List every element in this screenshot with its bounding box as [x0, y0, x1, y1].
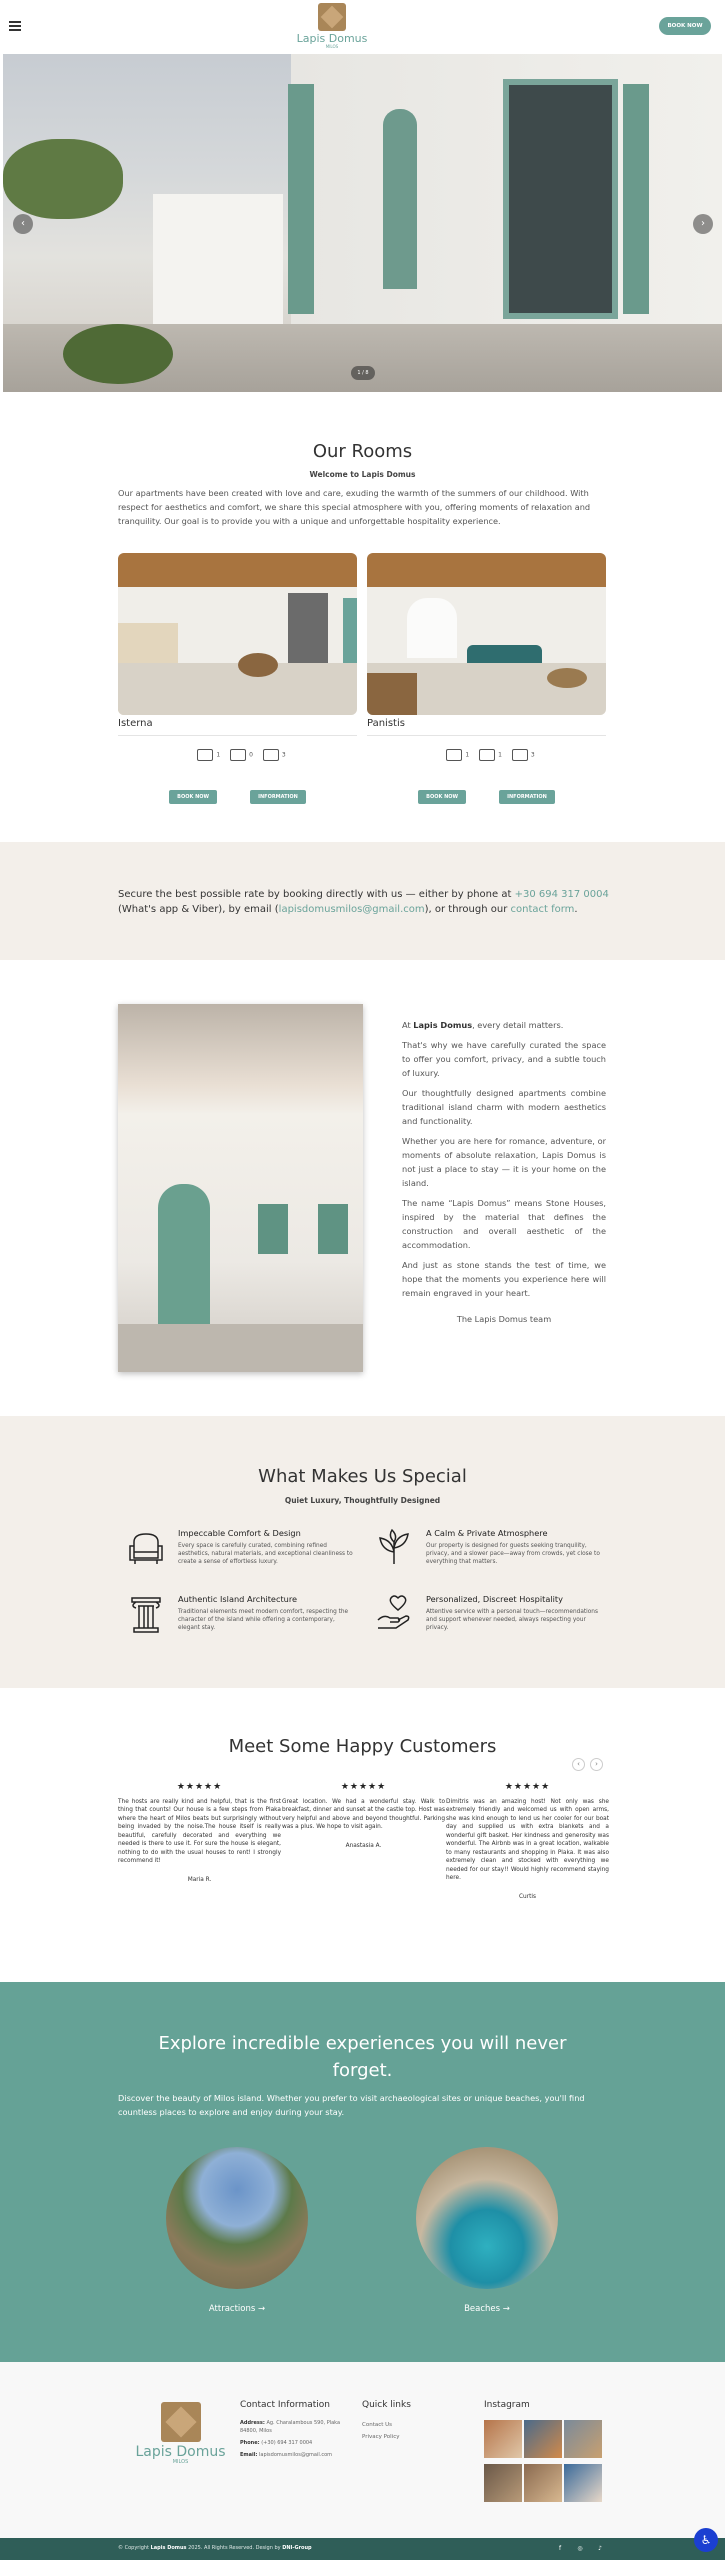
reviews-next-icon[interactable]: › — [590, 1758, 603, 1771]
bed-icon — [446, 749, 462, 761]
instagram-title: Instagram — [484, 2400, 530, 2410]
room-info-button[interactable]: INFORMATION — [499, 790, 555, 804]
footer-link-contact[interactable]: Contact Us — [362, 2422, 393, 2428]
contact-form-link[interactable]: contact form — [510, 904, 575, 915]
facebook-icon[interactable]: f — [558, 2545, 562, 2552]
footer-address: Address: Ag. Charalambous 590, Plaka 84800, Milos — [240, 2420, 341, 2434]
bed-icon — [197, 749, 213, 761]
about-paragraph: And just as stone stands the test of time, we hope that the moments you experience here will remain engraved in your heart. — [402, 1260, 606, 1298]
about-signature: The Lapis Domus team — [456, 1314, 552, 1324]
rooms-intro: Our apartments have been created with love and care, exuding the warmth of the summers of our childhood. With respect for aesthetics and comfort, we share this special atmosphere with you, offering moments of relaxation and tranquility. Our goal is to provide you with a unique and unforgettable hospitality experience. — [118, 488, 591, 526]
guests-icon — [263, 749, 279, 761]
rooms-subtitle: Welcome to Lapis Domus — [309, 470, 416, 479]
room-book-button[interactable]: BOOK NOW — [169, 790, 217, 804]
beaches-image[interactable] — [416, 2147, 558, 2289]
explore-text: Discover the beauty of Milos island. Whether you prefer to visit archaeological sites or unique beaches, you'll find countless places to explore and enjoy during your stay. — [118, 2093, 585, 2117]
review-text: Great location. We had a wonderful stay. Walk to breakfast, dinner and sunset at the castle top. Host was very helpful and above and beyond thoughtful. Parking was a plus. We hope to visit again. — [282, 1798, 445, 1830]
copyright-text: © Copyright Lapis Domus 2025. All Rights Reserved. Design by DNI-Group — [118, 2545, 312, 2551]
review-text: Dimitris was an amazing host! Not only was she extremely friendly and welcomed us with open arms, she was kind enough to lend us her cooler for our boat day and supplied us with extra blankets and a wonderful gift basket. Her kindness and generosity was wonderful. The Airbnb was in a great location, walkable to many restaurants and shopping in Plaka. It was also extremely clean and stocked with everything we needed for our stay!! Would highly recommend staying here. — [446, 1798, 609, 1881]
room-name: Isterna — [118, 718, 153, 729]
hero-tree — [3, 139, 123, 219]
room-name: Panistis — [367, 718, 405, 729]
column-icon — [126, 1594, 166, 1634]
bath-count: 1 — [498, 751, 502, 759]
room-card[interactable] — [367, 553, 606, 804]
tiktok-icon[interactable]: ♪ — [598, 2545, 602, 2552]
logo-mark-icon — [161, 2402, 201, 2442]
divider — [118, 735, 357, 736]
booking-text: ), or through our — [424, 904, 511, 915]
footer-email[interactable]: Email: lapisdomusmilos@gmail.com — [240, 2452, 332, 2458]
booking-text: (What's app & Viber), by email ( — [118, 904, 279, 915]
beds-count: 1 — [465, 751, 470, 759]
attractions-link[interactable]: Attractions → — [208, 2304, 266, 2314]
room-image[interactable] — [118, 553, 357, 715]
instagram-thumb[interactable] — [564, 2464, 602, 2502]
hero-slider — [3, 54, 722, 392]
room-card[interactable] — [118, 553, 357, 804]
room-amenities — [367, 749, 606, 761]
beaches-link[interactable]: Beaches → — [464, 2304, 510, 2314]
booking-text: Secure the best possible rate by booking directly with us — either by phone at — [118, 889, 515, 900]
guests-count: 3 — [530, 751, 535, 759]
about-paragraph: Whether you are here for romance, adventure, or moments of absolute relaxation, Lapis Domus is not just a place to stay — it is your home on the island. — [402, 1136, 606, 1188]
hero-stairs — [153, 194, 283, 324]
instagram-column — [484, 2400, 606, 2419]
review-card — [446, 1783, 609, 1901]
review-card — [118, 1783, 281, 1884]
special-title: What Makes Us Special — [258, 1466, 467, 1487]
footer-logo-subtext: MILOS — [172, 2459, 189, 2465]
explore-title: Explore incredible experiences you will never forget. — [158, 2033, 567, 2081]
feature-text: Every space is carefully curated, combining refined aesthetics, natural materials, and exceptional cleanliness to create a sense of effortless luxury. — [178, 1543, 353, 1565]
copyright-bar — [0, 2538, 725, 2560]
leaves-icon — [374, 1528, 414, 1568]
menu-icon[interactable] — [9, 21, 21, 31]
feature-text: Our property is designed for guests seeking tranquility, privacy, and a slower pace—away from crowds, yet close to everything that matters. — [426, 1543, 600, 1565]
hero-shutter — [623, 84, 649, 314]
hero-door — [383, 109, 417, 289]
room-image[interactable] — [367, 553, 606, 715]
guests-icon — [512, 749, 528, 761]
email-link[interactable]: lapisdomusmilos@gmail.com — [278, 904, 425, 915]
contact-title: Contact Information — [240, 2400, 330, 2410]
bath-icon — [479, 749, 495, 761]
feature-title: Authentic Island Architecture — [178, 1594, 298, 1604]
slide-counter: 1 / 8 — [351, 366, 375, 380]
divider — [367, 735, 606, 736]
star-rating-icon: ★★★★★ — [176, 1782, 223, 1792]
instagram-thumb[interactable] — [564, 2420, 602, 2458]
footer-logo-text: Lapis Domus — [135, 2444, 226, 2460]
quick-links-column — [362, 2400, 452, 2443]
room-book-button[interactable]: BOOK NOW — [418, 790, 466, 804]
contact-column — [240, 2400, 350, 2459]
instagram-thumb[interactable] — [524, 2420, 562, 2458]
rooms-title: Our Rooms — [312, 441, 413, 462]
footer-phone[interactable]: Phone: (+30) 694 317 0004 — [240, 2440, 313, 2446]
feature-text: Traditional elements meet modern comfort, respecting the character of the island while offering a contemporary, elegant stay. — [178, 1609, 349, 1631]
about-paragraph: Our thoughtfully designed apartments combine traditional island charm with modern aesthetics and functionality. — [402, 1088, 606, 1126]
room-amenities — [118, 749, 357, 761]
review-author: Anastasia A. — [345, 1842, 382, 1849]
feature-title: Impeccable Comfort & Design — [178, 1528, 301, 1538]
review-author: Maria R. — [187, 1876, 212, 1883]
attractions-image[interactable] — [166, 2147, 308, 2289]
footer-link-privacy[interactable]: Privacy Policy — [362, 2434, 400, 2440]
booking-text: . — [574, 904, 578, 915]
beds-count: 1 — [216, 751, 221, 759]
quick-links-title: Quick links — [362, 2400, 411, 2410]
site-header — [0, 0, 725, 54]
bath-count: 0 — [249, 751, 253, 759]
direct-booking-text — [118, 887, 618, 917]
accessibility-icon[interactable]: ♿ — [694, 2528, 718, 2552]
phone-link[interactable]: +30 694 317 0004 — [514, 889, 609, 900]
hero-window — [503, 79, 618, 319]
review-card — [282, 1783, 445, 1850]
armchair-icon — [126, 1528, 166, 1568]
next-arrow-icon[interactable]: › — [693, 214, 713, 234]
star-rating-icon: ★★★★★ — [504, 1782, 551, 1792]
site-logo[interactable] — [292, 3, 372, 49]
instagram-thumb[interactable] — [524, 2464, 562, 2502]
direct-booking-band — [0, 842, 725, 960]
feature-title: Personalized, Discreet Hospitality — [426, 1594, 563, 1604]
special-section — [0, 1416, 725, 1688]
instagram-thumb[interactable] — [484, 2464, 522, 2502]
star-rating-icon: ★★★★★ — [340, 1782, 387, 1792]
logo-text: Lapis Domus — [296, 32, 368, 45]
guests-count: 3 — [281, 751, 286, 759]
footer-logo[interactable] — [133, 2402, 228, 2465]
hero-shutter — [288, 84, 314, 314]
hero-plant — [63, 324, 173, 384]
logo-subtext: MILOS — [325, 44, 339, 49]
special-subtitle: Quiet Luxury, Thoughtfully Designed — [284, 1496, 441, 1505]
book-now-button[interactable]: BOOK NOW — [659, 17, 711, 35]
site-footer — [0, 2362, 725, 2538]
about-paragraph: The name “Lapis Domus” means Stone Houses, inspired by the material that defines the construction and overall aesthetic of the accommodation. — [402, 1198, 606, 1250]
about-paragraph: At Lapis Domus, every detail matters. — [402, 1020, 564, 1030]
review-text: The hosts are really kind and helpful, that is the first thing that counts! Our house is a few steps from Plaka where the heart of Milos beats but surprisingly without being invaded by the noise.The house itself is really beautiful, carefully decorated and everything we needed is there to use it. For sure the house is elegant, nothing to do with the usual houses to rent! I strongly recommend it! — [118, 1798, 281, 1864]
explore-section — [0, 1982, 725, 2362]
reviews-prev-icon[interactable]: ‹ — [572, 1758, 585, 1771]
feature-text: Attentive service with a personal touch—recommendations and support whenever needed, always respecting your privacy. — [426, 1609, 598, 1631]
review-author: Curtis — [518, 1893, 536, 1900]
heart-hand-icon — [374, 1594, 414, 1634]
instagram-thumb[interactable] — [484, 2420, 522, 2458]
feature-title: A Calm & Private Atmosphere — [426, 1528, 548, 1538]
bath-icon — [230, 749, 246, 761]
logo-mark-icon — [318, 3, 346, 31]
instagram-grid — [484, 2420, 606, 2508]
about-text — [402, 1018, 606, 1332]
reviews-title: Meet Some Happy Customers — [228, 1736, 497, 1757]
room-info-button[interactable]: INFORMATION — [250, 790, 306, 804]
prev-arrow-icon[interactable]: ‹ — [13, 214, 33, 234]
instagram-icon[interactable]: ◎ — [577, 2545, 583, 2552]
about-image — [118, 1004, 363, 1372]
about-paragraph: That's why we have carefully curated the space to offer you comfort, privacy, and a subtle touch of luxury. — [402, 1040, 606, 1078]
